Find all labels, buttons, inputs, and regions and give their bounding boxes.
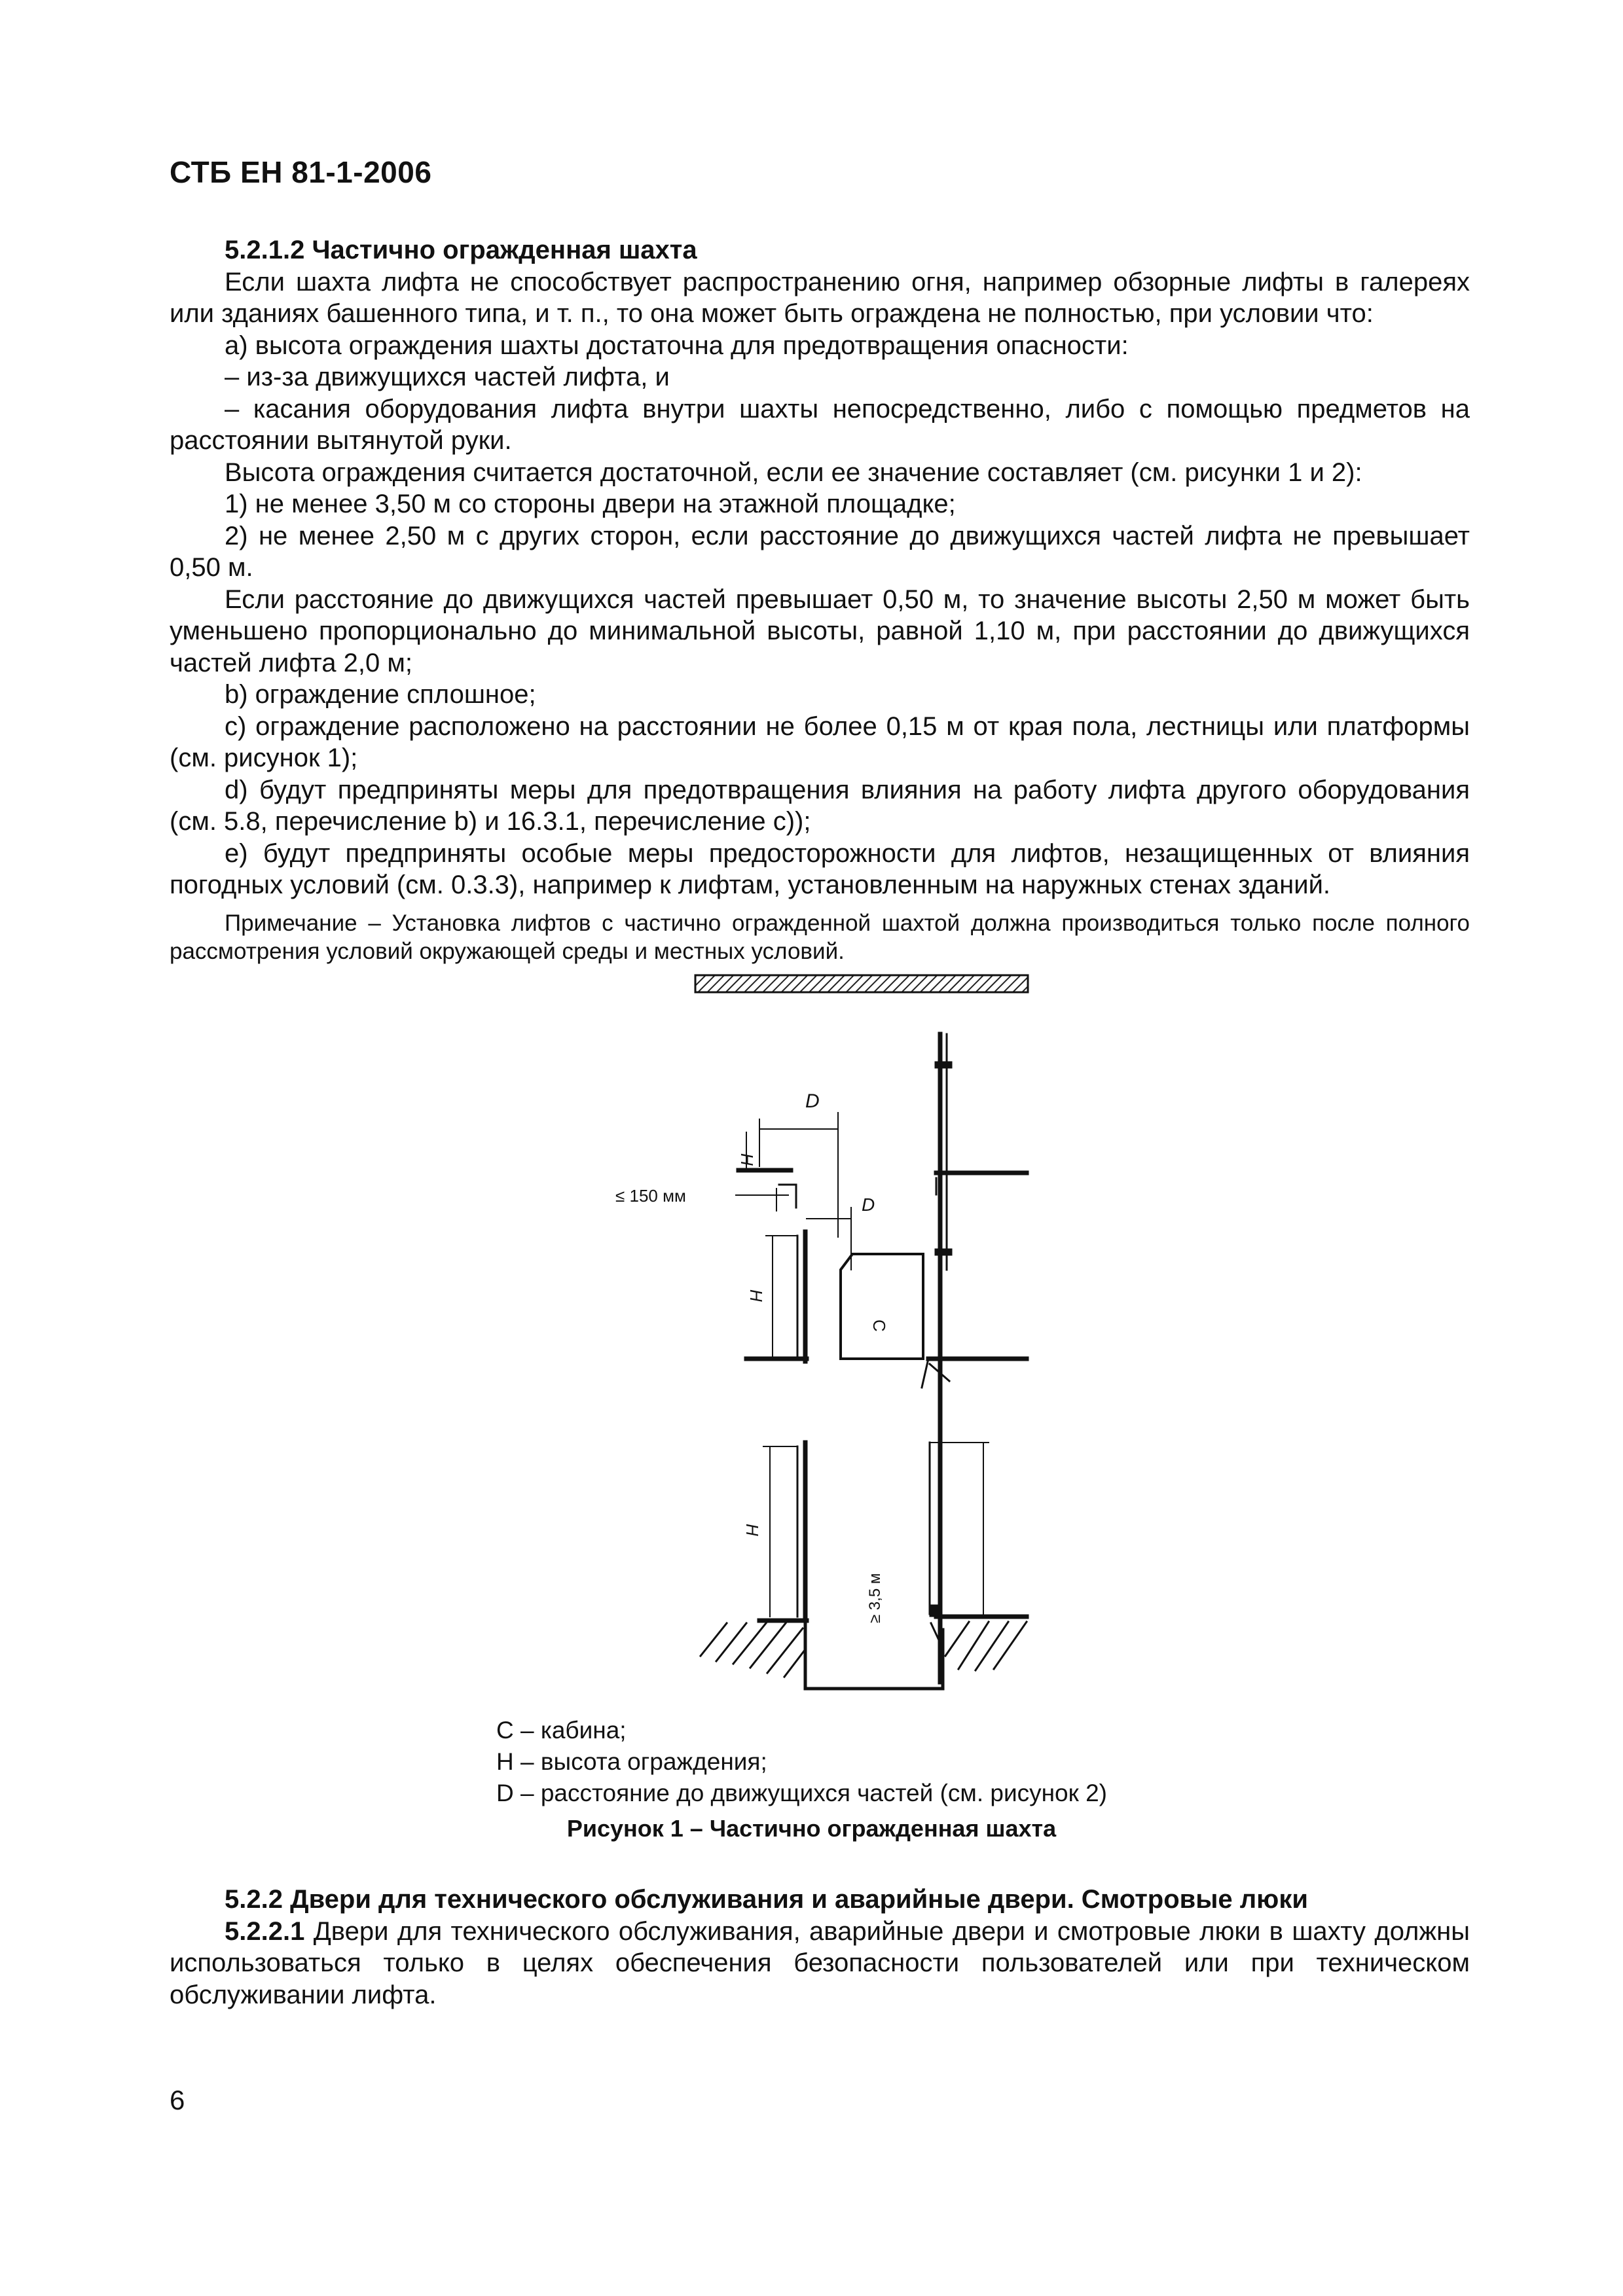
section-5-2-1-2: [170, 234, 1470, 965]
figure-1-diagram: [615, 962, 1048, 1676]
door-lock: [930, 1605, 938, 1617]
label-cabin: C: [869, 1319, 889, 1332]
section-5-2-2-1-paragraph: [170, 1916, 1470, 2011]
legend-item-cabin: С – кабина;: [496, 1717, 627, 1744]
section-title: Частично огражденная шахта: [312, 236, 697, 264]
guide-bracket-mid: [935, 1249, 952, 1255]
note: Примечание – Установка лифтов с частично огражденной шахтой должна производиться только после полного рассмотрения условий окружающей среды и местных условий.: [170, 910, 1470, 964]
section-heading: [170, 234, 1470, 266]
dash-item-1: – из-за движущихся частей лифта, и: [225, 363, 670, 391]
legend-item-height: Н – высота ограждения;: [496, 1748, 767, 1775]
list-item-b: b) ограждение сплошное;: [225, 680, 536, 709]
section-5-2-2-title: 5.2.2 Двери для технического обслуживания и аварийные двери. Смотровые люки: [225, 1885, 1308, 1914]
label-d-top: D: [805, 1090, 820, 1112]
height-condition-2: 2) не менее 2,50 м с других сторон, если расстояние до движущихся частей лифта не превышает 0,50 м.: [170, 521, 1470, 582]
figure-caption: Рисунок 1 – Частично огражденная шахта: [566, 1815, 1057, 1842]
cabin: [841, 1254, 923, 1359]
intro-paragraph: Если шахта лифта не способствует распространению огня, например обзорные лифты в галереях или зданиях башенного типа, и т. п., то она может быть ограждена не полностью, при условии что:: [170, 267, 1470, 328]
dash-item-2: – касания оборудования лифта внутри шахты непосредственно, либо с помощью предметов на расстоянии вытянутой руки.: [170, 394, 1470, 455]
label-h-low: H: [742, 1524, 762, 1536]
ceiling-slab: [695, 975, 1028, 992]
list-item-e: е) будут предприняты особые меры предосторожности для лифтов, незащищенных от влияния погодных условий (см. 0.3.3), например к лифтам, установленным на наружных стенах зданий.: [170, 838, 1470, 899]
label-gap: ≤ 150 мм: [615, 1186, 686, 1206]
list-item-a: а) высота ограждения шахты достаточна для предотвращения опасности:: [225, 331, 1129, 360]
height-reduction: Если расстояние до движущихся частей превышает 0,50 м, то значение высоты 2,50 м может быть уменьшено пропорционально до минимальной высоты, равной 1,10 м, при расстоянии до движущихся частей лифта 2,0 м;: [170, 584, 1470, 677]
ground-hatch-right: [945, 1622, 1027, 1670]
sill-edge: [922, 1359, 928, 1388]
label-min-height: ≥ 3,5 м: [866, 1573, 884, 1623]
height-condition-1: 1) не менее 3,50 м со стороны двери на этажной площадке;: [225, 490, 956, 518]
label-h-mid: H: [746, 1289, 766, 1302]
guide-bracket-top: [935, 1062, 952, 1068]
shaft-pit: [805, 1621, 943, 1689]
label-d-mid: D: [862, 1194, 875, 1215]
ground-hatch-left: [701, 1623, 805, 1677]
label-h-top: H: [737, 1153, 757, 1166]
page-number: 6: [170, 2085, 185, 2115]
section-number: 5.2.1.2: [225, 236, 305, 264]
legend-item-distance: D – расстояние до движущихся частей (см. рисунок 2): [496, 1780, 1108, 1806]
figure-legend: [496, 1715, 1107, 1809]
section-5-2-2: [170, 1884, 1470, 2011]
document-header: СТБ ЕН 81-1-2006: [170, 155, 432, 189]
list-item-c: с) ограждение расположено на расстоянии не более 0,15 м от края пола, лестницы или платформы (см. рисунок 1);: [170, 711, 1470, 772]
subsection-text: Двери для технического обслуживания, аварийные двери и смотровые люки в шахту должны использоваться только в целях обеспечения безопасности пользователей или при техническом обслуживании лифта.: [170, 1916, 1470, 2009]
height-intro: Высота ограждения считается достаточной, если ее значение составляет (см. рисунки 1 и 2):: [225, 457, 1362, 487]
list-item-d: d) будут предприняты меры для предотвращения влияния на работу лифта другого оборудования (см. 5.8, перечисление b) и 16.3.1, перечисление с));: [170, 775, 1470, 836]
shaft-diagram-svg: [615, 962, 1048, 1676]
subsection-number: 5.2.2.1: [225, 1916, 305, 1946]
